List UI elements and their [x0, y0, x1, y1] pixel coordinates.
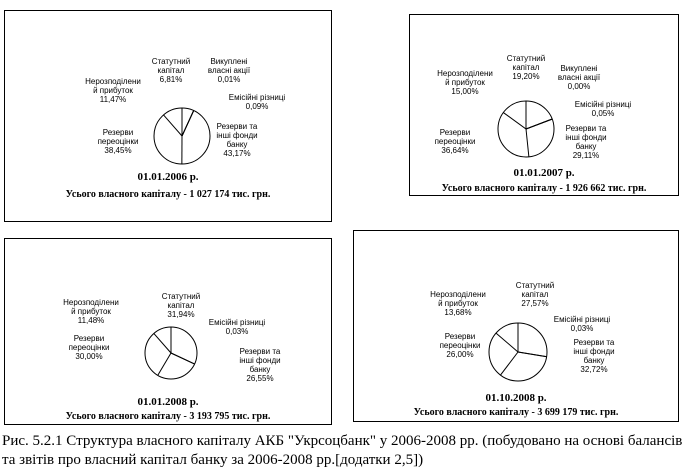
slice-label-revaluation: Резерви переоцінки 38,45%: [97, 128, 139, 155]
chart-total-2008a: Усього власного капіталу - 3 193 795 тис. грн.: [65, 411, 271, 422]
slice-label-capital: Статутний капітал 31,94%: [161, 292, 201, 319]
slice-label-reserves: Резерви та інші фонди банку 29,11%: [565, 124, 607, 160]
chart-panel-2008b: [353, 230, 679, 422]
slice-label-emission: Емісійні різниці 0,03%: [208, 318, 266, 336]
slice-label-capital: Статутний капітал 6,81%: [151, 57, 191, 84]
slice-label-revaluation: Резерви переоцінки 30,00%: [68, 334, 110, 361]
slice-label-revaluation: Резерви переоцінки 26,00%: [439, 332, 481, 359]
slice-label-reserves: Резерви та інші фонди банку 32,72%: [573, 338, 615, 374]
chart-panel-2008a: [4, 238, 332, 425]
slice-label-emission: Емісійні різниці 0,03%: [553, 315, 611, 333]
slice-label-profit: Нерозподілени й прибуток 15,00%: [437, 69, 493, 96]
chart-panel-2006: [4, 10, 332, 222]
chart-panel-2007: [409, 14, 679, 196]
slice-label-reserves: Резерви та інші фонди банку 43,17%: [216, 122, 258, 158]
chart-total-2007: Усього власного капіталу - 1 926 662 тис. грн.: [441, 183, 647, 194]
chart-date-2007: 01.01.2007 р.: [513, 167, 575, 179]
slice-label-buyback: Викуплені власні акції 0,01%: [207, 57, 251, 84]
slice-label-profit: Нерозподілени й прибуток 11,48%: [63, 298, 119, 325]
chart-date-2008b: 01.10.2008 р.: [485, 392, 547, 404]
slice-label-emission: Емісійні різниці 0,05%: [574, 100, 632, 118]
slice-label-profit: Нерозподілени й прибуток 11,47%: [85, 77, 141, 104]
slice-label-revaluation: Резерви переоцінки 36,64%: [434, 128, 476, 155]
chart-total-2008b: Усього власного капіталу - 3 699 179 тис. грн.: [413, 407, 619, 418]
chart-date-2008a: 01.01.2008 р.: [137, 396, 199, 408]
chart-date-2006: 01.01.2006 р.: [137, 171, 199, 183]
slice-label-capital: Статутний капітал 19,20%: [506, 54, 546, 81]
slice-label-profit: Нерозподілени й прибуток 13,68%: [430, 290, 486, 317]
slice-label-buyback: Викуплені власні акції 0,00%: [557, 64, 601, 91]
figure-caption: Рис. 5.2.1 Структура власного капіталу АКБ "Укрсоцбанк" у 2006-2008 рр. (побудовано на основі балансів та звітів про власний капітал банку за 2006-2008 рр.[додатки 2,5]): [2, 433, 683, 468]
slice-label-reserves: Резерви та інші фонди банку 26,55%: [239, 347, 281, 383]
chart-total-2006: Усього власного капіталу - 1 027 174 тис. грн.: [65, 189, 271, 200]
slice-label-emission: Емісійні різниці 0,09%: [228, 93, 286, 111]
slice-label-capital: Статутний капітал 27,57%: [515, 281, 555, 308]
